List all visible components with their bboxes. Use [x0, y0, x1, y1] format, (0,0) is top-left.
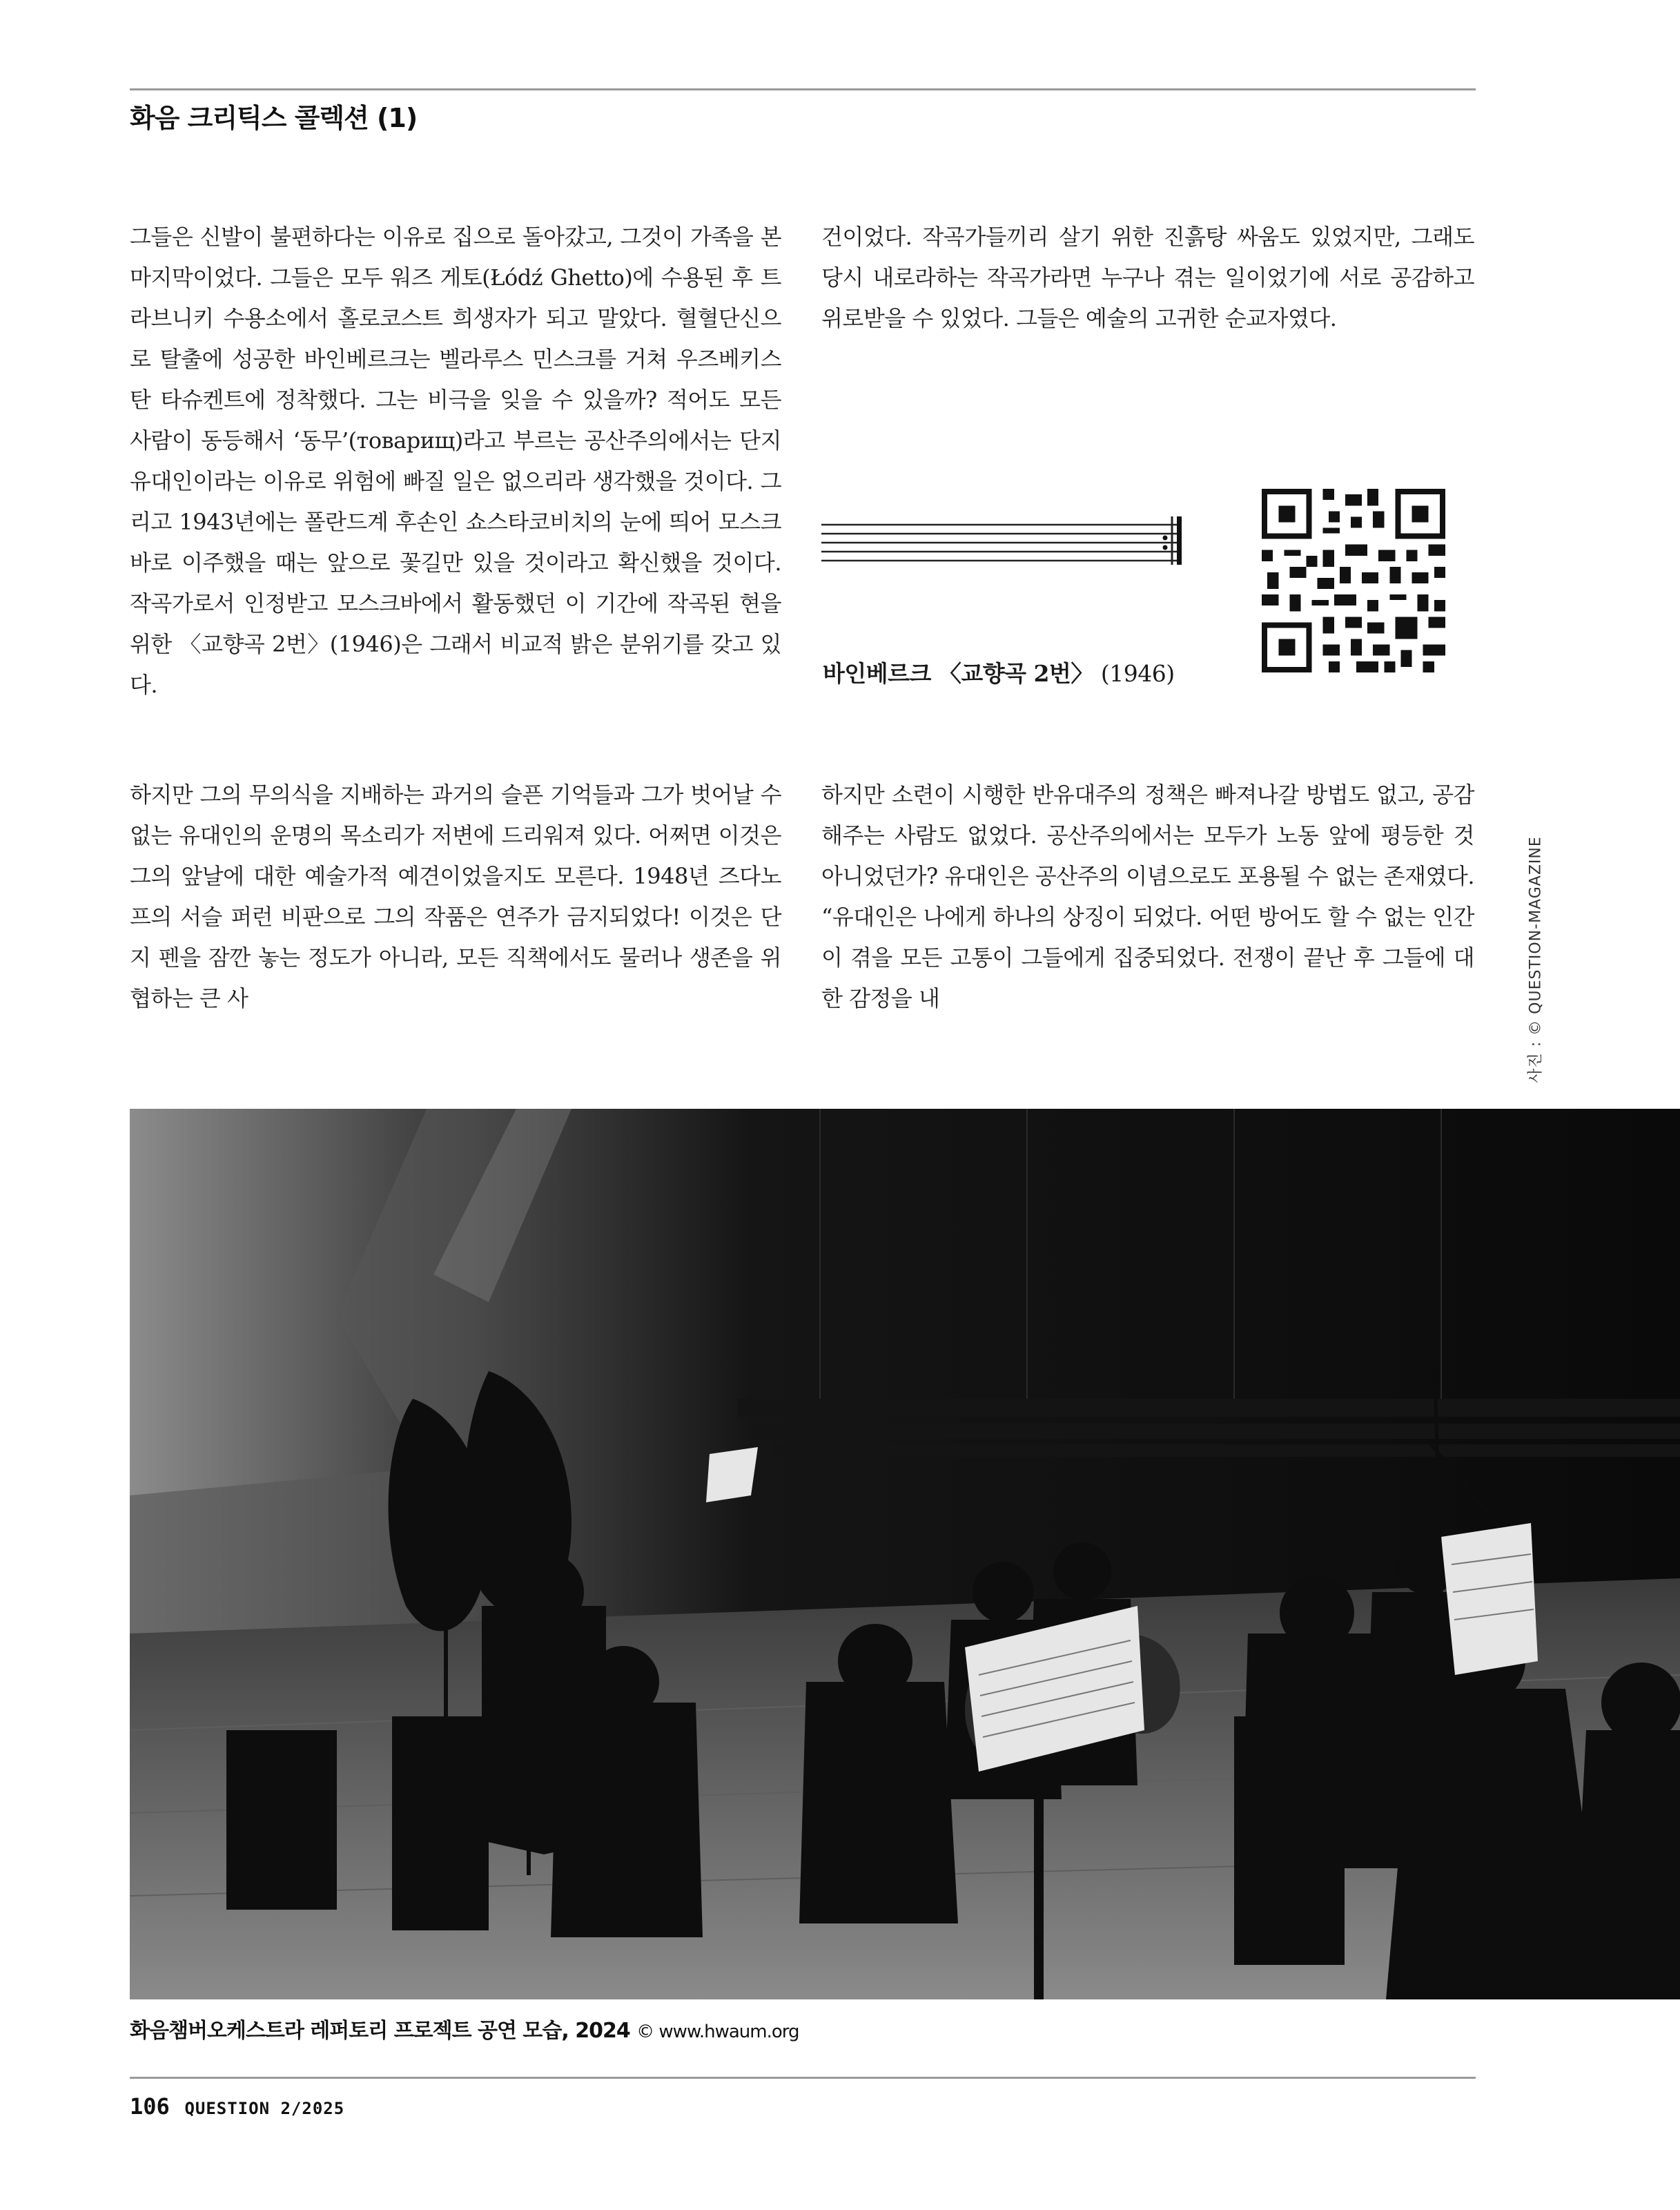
qr-code-icon[interactable]: [1251, 478, 1456, 684]
orchestra-photo: [130, 1109, 1680, 1999]
paragraph: 건이었다. 작곡가들끼리 살기 위한 진흙탕 싸움도 있었지만, 그래도 당시 내로라하는 작곡가라면 누구나 겪는 일이었기에 서로 공감하고 위로받을 수 있었다. 그들은 예술의 고귀한 순교자였다.: [821, 224, 1474, 331]
work-title-year: (1946): [1100, 660, 1175, 687]
paragraph: 하지만 소련이 시행한 반유대주의 정책은 빠져나갈 방법도 없고, 공감해주는 사람도 없었다. 공산주의에서는 모두가 노동 앞에 평등한 것 아니었던가? 유대인은 공산주의 이념으로도 포용될 수 없는 존재였다. “유대인은 나에게 하나의 상징이 되었다. 어떤 방어도 할 수 없는 인간이 겪을 모든 고통이 그들에게 집중되었다. 전쟁이 끝난 후 그들에 대한 감정을 내: [821, 782, 1474, 1011]
page-number: 106: [130, 2093, 170, 2120]
body-text-column-left-top: [130, 217, 781, 706]
paragraph: 하지만 그의 무의식을 지배하는 과거의 슬픈 기억들과 그가 벗어날 수 없는 유대인의 운명의 목소리가 저변에 드리워져 있다. 어쩌면 이것은 그의 앞날에 대한 예술가적 예견이었을지도 모른다. 1948년 즈다노프의 서슬 퍼런 비판으로 그의 작품은 연주가 금지되었다! 이것은 단지 펜을 잠깐 놓는 정도가 아니라, 모든 직책에서도 물러나 생존을 위협하는 큰 사: [130, 782, 781, 1011]
orchestra-photo-illustration: [130, 1109, 1680, 1999]
photo-credit: [1524, 836, 1545, 1083]
caption-text: 화음챔버오케스트라 레퍼토리 프로젝트 공연 모습, 2024: [130, 2019, 630, 2043]
series-title: 화음 크리틱스 콜렉션 (1): [130, 103, 418, 133]
page-footer: [130, 2093, 344, 2120]
footer-rule: [130, 2077, 1476, 2079]
photo-caption: [130, 2013, 799, 2044]
paragraph: 그들은 신발이 불편하다는 이유로 집으로 돌아갔고, 그것이 가족을 본 마지막이었다. 그들은 모두 워즈 게토(Łódź Ghetto)에 수용된 후 트라브니키 수용소에서 홀로코스트 희생자가 되고 말았다. 혈혈단신으로 탈출에 성공한 바인베르크는 벨라루스 민스크를 거쳐 우즈베키스탄 타슈켄트에 정착했다. 그는 비극을 잊을 수 있을까? 적어도 모든 사람이 동등해서 ‘동무’(товарищ)라고 부르는 공산주의에서는 단지 유대인이라는 이유로 위험에 빠질 일은 없으리라 생각했을 것이다. 그리고 1943년에는 폴란드계 후손인 쇼스타코비치의 눈에 띄어 모스크바로 이주했을 때는 앞으로 꽃길만 있을 것이라고 확신했을 것이다. 작곡가로서 인정받고 모스크바에서 활동했던 이 기간에 작곡된 현을 위한 〈교향곡 2번〉(1946)은 그래서 비교적 밝은 분위기를 갖고 있다.: [130, 224, 781, 698]
photo-credit-text: 사진 : © QUESTION-MAGAZINE: [1527, 836, 1545, 1083]
caption-source-link[interactable]: © www.hwaum.org: [636, 2022, 799, 2042]
magazine-issue: QUESTION 2/2025: [184, 2099, 345, 2118]
body-text-column-left-bottom: [130, 775, 781, 1019]
body-text-column-right-top: [821, 217, 1474, 339]
work-title-text: 바인베르크 〈교향곡 2번〉: [823, 660, 1093, 687]
body-text-column-right-bottom: [821, 775, 1474, 1019]
header-rule: [130, 88, 1476, 90]
music-work-title: [823, 656, 1175, 688]
music-staff-icon: [821, 514, 1184, 566]
